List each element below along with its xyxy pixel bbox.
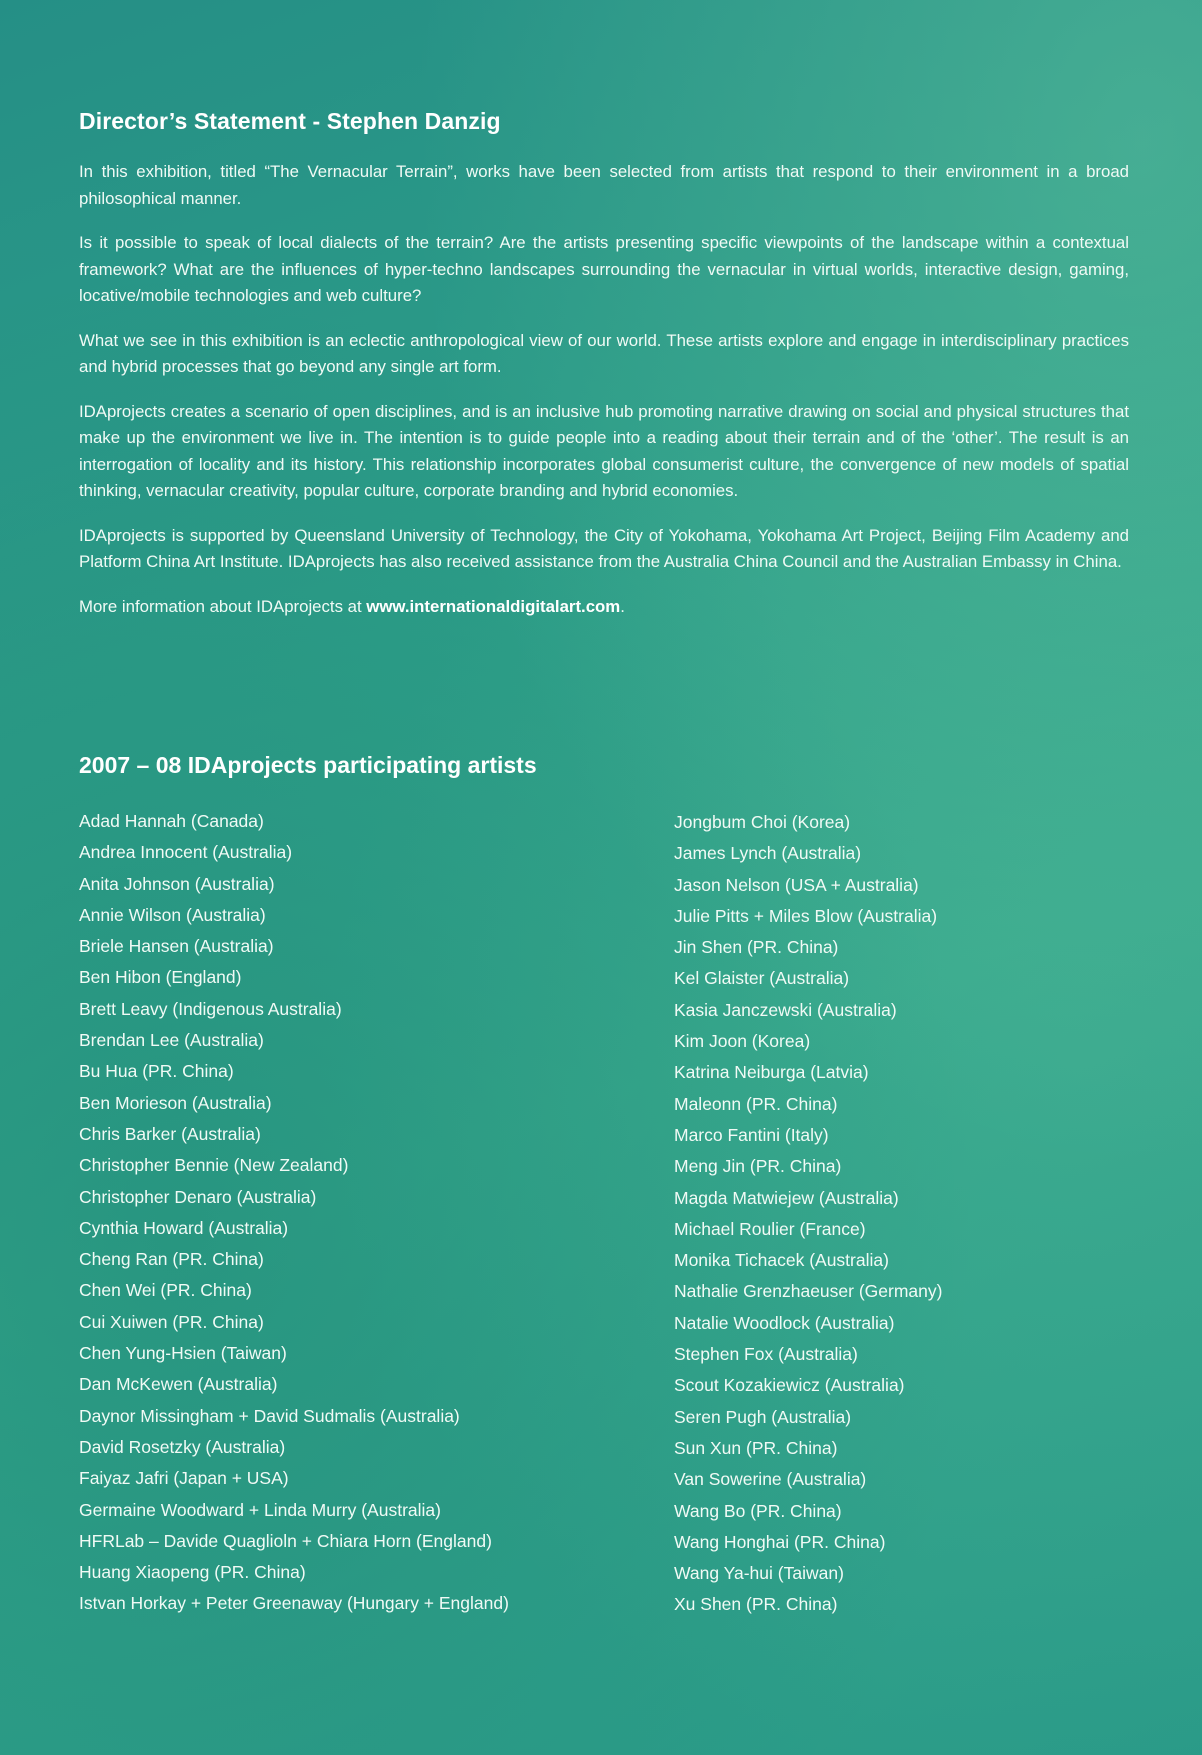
artist-item: Natalie Woodlock (Australia) [674,1312,895,1333]
artist-item: David Rosetzky (Australia) [79,1436,286,1457]
artist-item: Andrea Innocent (Australia) [79,842,293,863]
artist-item: Daynor Missingham + David Sudmalis (Australia) [79,1405,460,1426]
artist-item: Christopher Bennie (New Zealand) [79,1155,349,1176]
artist-item: Faiyaz Jafri (Japan + USA) [79,1468,289,1489]
artist-item: Van Sowerine (Australia) [674,1469,867,1490]
artist-item: Sun Xun (PR. China) [674,1437,838,1458]
artist-item: Julie Pitts + Miles Blow (Australia) [674,905,938,926]
artist-item: Adad Hannah (Canada) [79,811,264,831]
statement-title: Director’s Statement - Stephen Danzig [79,108,501,134]
artist-item: James Lynch (Australia) [674,843,862,864]
artist-item: Jason Nelson (USA + Australia) [674,874,919,895]
artist-item: Cheng Ran (PR. China) [79,1249,264,1270]
artist-item: Huang Xiaopeng (PR. China) [79,1562,306,1583]
artist-item: Nathalie Grenzhaeuser (Germany) [674,1281,943,1302]
artist-item: Monika Tichacek (Australia) [674,1250,889,1271]
artist-item: Kel Glaister (Australia) [674,968,850,989]
artist-item: Brett Leavy (Indigenous Australia) [79,998,342,1019]
artist-item: Anita Johnson (Australia) [79,873,275,894]
artists-title: 2007 – 08 IDAprojects participating artists [79,752,537,778]
artist-item: Jin Shen (PR. China) [674,937,839,958]
artists-list-left [79,806,509,1620]
website-link[interactable]: www.internationaldigitalart.com [366,596,621,616]
statement-paragraph: Is it possible to speak of local dialects of the terrain? Are the artists presenting specific viewpoints of the landscape within a contextual framework? What are the influences of hyper-techno landscapes surrounding the vernacular in virtual worlds, interactive design, gaming, locative/mobile technologies and web culture? [79,233,1129,305]
more-info-prefix: More information about IDAprojects at [79,596,367,616]
statement-paragraph: IDAprojects creates a scenario of open disciplines, and is an inclusive hub promoting narrative drawing on social and physical structures that make up the environment we live in. The intention is to guide people into a reading about their terrain and of the ‘other’. The result is an interrogation of locality and its history. This relationship incorporates global consumerist culture, the convergence of new models of spatial thinking, vernacular creativity, popular culture, corporate branding and hybrid economies. [79,401,1129,500]
artist-item: Germaine Woodward + Linda Murry (Australia) [79,1499,441,1520]
artist-item: Bu Hua (PR. China) [79,1061,234,1082]
artist-item: Wang Bo (PR. China) [674,1500,842,1521]
statement-paragraph: IDAprojects is supported by Queensland University of Technology, the City of Yokohama, Yokohama Art Project, Beijing Film Academy and Platform China Art Institute. IDAprojects has also received assistance from the Australia China Council and the Australian Embassy in China. [79,525,1129,571]
artist-item: Brendan Lee (Australia) [79,1030,264,1051]
artist-item: Dan McKewen (Australia) [79,1374,278,1395]
artist-item: Briele Hansen (Australia) [79,936,274,957]
artist-item: Cui Xuiwen (PR. China) [79,1311,264,1332]
artist-item: Chen Wei (PR. China) [79,1280,252,1301]
artists-list-right [674,807,942,1621]
artist-item: Wang Honghai (PR. China) [674,1531,886,1552]
more-info-suffix: . [620,596,625,616]
artist-item: Ben Hibon (England) [79,967,242,988]
statement-section [79,108,1129,620]
artist-item: Cynthia Howard (Australia) [79,1217,289,1238]
artist-item: Wang Ya-hui (Taiwan) [674,1563,844,1584]
artist-item: Maleonn (PR. China) [674,1093,838,1114]
statement-paragraph: In this exhibition, titled “The Vernacular Terrain”, works have been selected from artists that respond to their environment in a broad philosophical manner. [79,162,1129,208]
statement-paragraph: What we see in this exhibition is an eclectic anthropological view of our world. These artists explore and engage in interdisciplinary practices and hybrid processes that go beyond any single art form. [79,330,1129,376]
artist-item: Xu Shen (PR. China) [674,1594,838,1615]
artist-item: Jongbum Choi (Korea) [674,812,851,832]
artist-item: Kim Joon (Korea) [674,1031,811,1052]
artist-item: Stephen Fox (Australia) [674,1344,858,1365]
artist-item: Scout Kozakiewicz (Australia) [674,1375,905,1396]
artist-item: Chris Barker (Australia) [79,1123,261,1144]
artist-item: Meng Jin (PR. China) [674,1156,842,1177]
artist-item: Ben Morieson (Australia) [79,1092,272,1113]
artist-item: Michael Roulier (France) [674,1218,866,1239]
artist-item: Marco Fantini (Italy) [674,1124,829,1145]
artist-item: Christopher Denaro (Australia) [79,1186,317,1207]
artist-item: Seren Pugh (Australia) [674,1406,852,1427]
artist-item: Magda Matwiejew (Australia) [674,1187,899,1208]
artist-item: Kasia Janczewski (Australia) [674,999,897,1020]
more-info-line [79,594,1129,621]
artist-item: Chen Yung-Hsien (Taiwan) [79,1343,287,1364]
artist-item: Istvan Horkay + Peter Greenaway (Hungary + England) [79,1593,509,1614]
artist-item: Katrina Neiburga (Latvia) [674,1062,869,1083]
artist-item: HFRLab – Davide Quaglioln + Chiara Horn (England) [79,1530,492,1551]
artist-item: Annie Wilson (Australia) [79,904,266,925]
